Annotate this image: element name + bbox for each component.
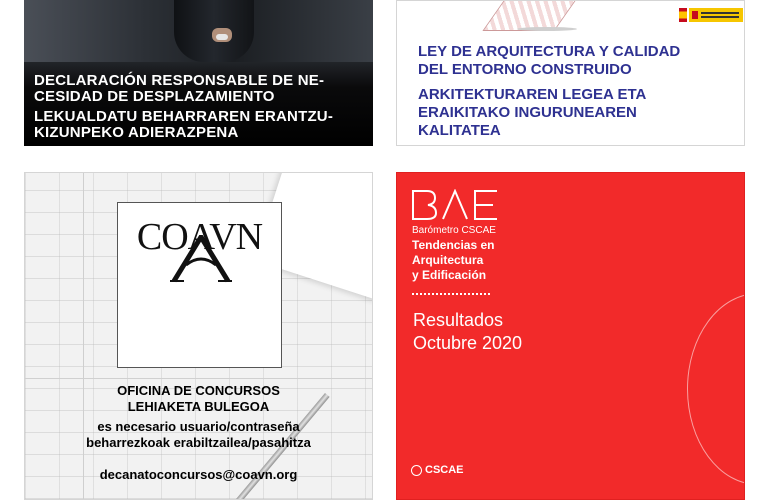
cscae-footer-logo bbox=[411, 464, 464, 476]
bae-tendencias-label: Tendencias en Arquitectura y Edificación bbox=[412, 238, 495, 282]
cscae-footer-text: CSCAE bbox=[425, 464, 464, 476]
watch-icon bbox=[216, 34, 228, 40]
spain-flag-icon bbox=[679, 8, 687, 22]
ley-title-eu: ARKITEKTURAREN LEGEA ETA ERAIKITAKO INGURUNEAREN KALITATEA bbox=[418, 86, 647, 139]
bae-resultados-label: Resultados Octubre 2020 bbox=[413, 310, 523, 353]
bae-logo-text: BAE bbox=[411, 189, 414, 190]
coavn-logo-text: COAVN bbox=[136, 216, 263, 258]
ley-arquitectura-banner[interactable] bbox=[396, 0, 745, 146]
concursos-title-es: OFICINA DE CONCURSOS bbox=[117, 383, 280, 398]
government-band bbox=[689, 8, 743, 22]
concursos-requirement-eu: beharrezkoak erabiltzailea/pasahitza bbox=[86, 435, 311, 450]
declaracion-responsable-banner[interactable] bbox=[24, 0, 373, 146]
coavn-logo-icon bbox=[117, 202, 282, 368]
cscae-seal-icon bbox=[411, 465, 422, 476]
spain-government-logo-icon bbox=[679, 7, 743, 23]
concursos-requirement-es: es necesario usuario/contraseña bbox=[97, 419, 300, 434]
bae-barometro-banner[interactable] bbox=[396, 172, 745, 500]
concursos-title-eu: LEHIAKETA BULEGOA bbox=[127, 399, 270, 414]
declaracion-title-es: DECLARACIÓN RESPONSABLE DE NE- CESIDAD DE DESPLAZAMIENTO bbox=[34, 72, 325, 105]
concursos-email-link[interactable]: decanatoconcursos@coavn.org bbox=[99, 467, 298, 482]
ley-title-es: LEY DE ARQUITECTURA Y CALIDAD DEL ENTORNO CONSTRUIDO bbox=[418, 43, 681, 78]
decorative-arc bbox=[687, 293, 745, 485]
tile-shadow bbox=[517, 27, 577, 31]
oficina-concursos-banner[interactable] bbox=[24, 172, 373, 500]
dotted-divider bbox=[412, 293, 491, 295]
bae-barometro-label: Barómetro CSCAE bbox=[412, 225, 496, 236]
declaracion-title-eu: LEKUALDATU BEHARRAREN ERANTZU- KIZUNPEKO ADIERAZPENA bbox=[34, 108, 334, 141]
coavn-a-icon bbox=[170, 235, 232, 283]
bae-logo-icon bbox=[411, 189, 501, 221]
